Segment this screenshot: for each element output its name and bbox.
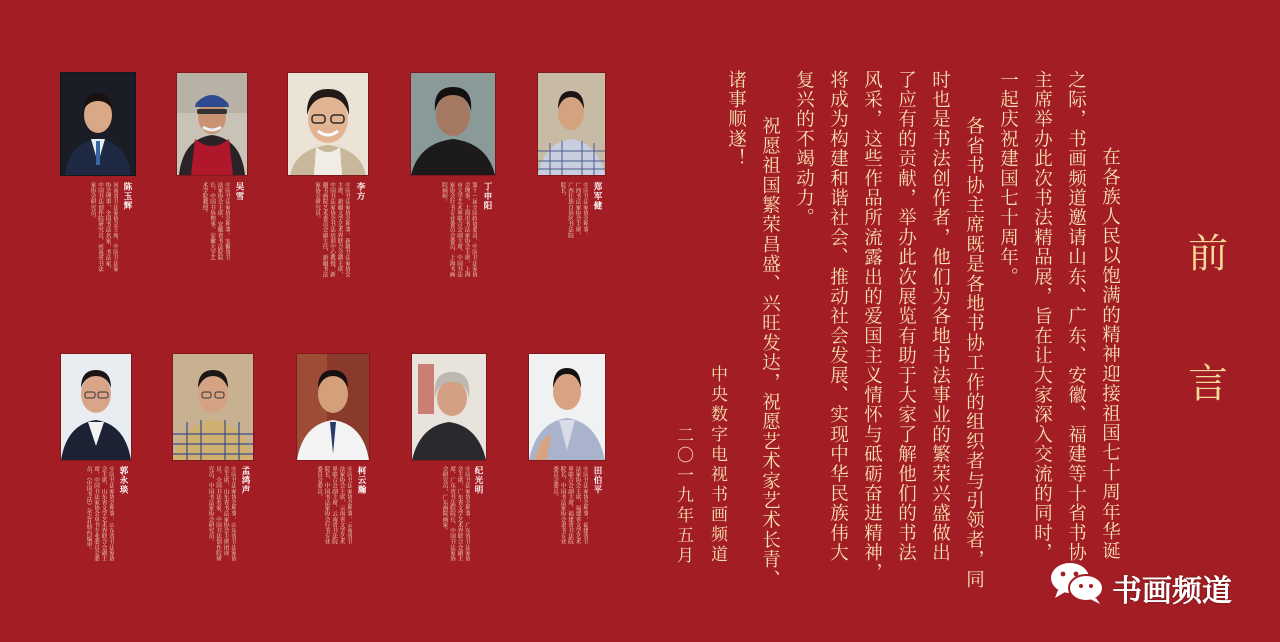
portrait-photo — [60, 72, 136, 176]
body-column: 之际，书画频道邀请山东、广东、安徽、福建等十省书协 — [1065, 70, 1087, 563]
person-name: 田伯平 — [592, 466, 602, 495]
person-name: 李方 — [355, 182, 365, 201]
person-bio: 河南省书法家协会主席，中国书法家协会理事，全国书法名家，书法家，中国书法创作院研究员，河南省书法家协会研究员。 — [89, 182, 118, 272]
portrait-photo — [411, 353, 487, 461]
person-bio: 中国书法家协会理事，新疆书法家协会主席，新疆文学艺术界联合会副主席，中国书法家协会书法培训中心教授，新疆书画院艺术委员会副主任，新疆书法家协会研究员。 — [314, 182, 350, 278]
signature-date: 二〇一九年五月 — [673, 426, 693, 566]
person-bio: 第十一届全国政协委员，中国书法家协会理事，上海市书法家协会主席，上海市文学艺术界联合会副主席，中国书法家协会行书专业委员会委员，上海书画院画师。 — [441, 182, 477, 278]
person-name: 郭永琰 — [118, 466, 128, 495]
title-char-1: 前 — [1188, 231, 1228, 277]
body-column: 在各族人民以饱满的精神迎接祖国七十周年华诞 — [1099, 108, 1121, 562]
person-name: 吴雪 — [234, 182, 244, 201]
portrait-photo — [410, 72, 496, 176]
body-column: 时也是书法创作者，他们为各地书法事业的繁荣兴盛做出 — [929, 70, 951, 563]
portrait-photo — [537, 72, 606, 176]
body-column: 风采，这些作品所流露出的爱国主义情怀与砥砺奋进精神， — [861, 70, 883, 583]
body-column: 复兴的不竭动力。 — [793, 70, 815, 228]
body-column: 了应有的贡献，举办此次展览有助于大家了解他们的书法 — [895, 70, 917, 563]
body-column: 各省书协主席既是各地书协工作的组织者与引领者，同 — [963, 77, 985, 590]
body-column: 将成为构建和谐社会、推动社会发展、实现中华民族伟大 — [827, 70, 849, 563]
body-column: 一起庆祝建国七十周年。 — [997, 70, 1019, 287]
person-name: 柯云瀚 — [356, 466, 366, 495]
portrait-photo — [296, 353, 370, 461]
wechat-icon — [1048, 560, 1106, 606]
portrait-photo — [176, 72, 248, 176]
person-bio: 中国书法家协会理事，山东省书法家协会主席，山东省文学艺术界联合会副主席，中国书法家协会草书专业委员会委员，《中国书法》杂志社特约编审。 — [85, 466, 114, 562]
person-bio: 中国书法家协会理事，广西书法家协会主席，广西壮族自治区书法院院长。 — [559, 182, 588, 238]
portrait-photo — [172, 353, 254, 461]
body-column: 主席举办此次书法精品展，旨在让大家深入交流的同时， — [1031, 70, 1053, 563]
watermark-text: 书画频道 — [1112, 574, 1232, 609]
body-column: 诸事顺遂！ — [725, 70, 747, 169]
portrait-photo — [60, 353, 132, 461]
person-bio: 中国书法家协会理事，安徽省书法家协会主席，安徽省书法院院长，中国书协理事，安徽大学艺术学院教授。 — [201, 182, 230, 261]
person-bio: 中国书法家协会理事，广东省书法家协会主席，广东省文学艺术界联合会副主席，广东省书法院院长，中国书法家协会研究员，广东画院画家。 — [441, 466, 470, 562]
person-bio: 中国书法家协会理事，山东省书法家协会主席，山东省书法家协会主席团成员，全国书法名家，中国书法创作院研究员，中国书法家协会研究员。 — [207, 466, 236, 562]
person-name: 孟鸿声 — [240, 466, 250, 495]
portrait-photo — [287, 72, 369, 176]
body-column: 祝愿祖国繁荣昌盛、兴旺发达，祝愿艺术家艺术长青、 — [759, 77, 781, 590]
person-name: 陈玉辉 — [122, 182, 132, 211]
person-name: 郑军健 — [592, 182, 602, 211]
title-char-2: 言 — [1188, 361, 1228, 407]
person-bio: 中国书法家协会理事，福建省书法家协会主席，福建省文学艺术界联合会副主席，福建省书法院院长，中国书法家协会隶书专业委员会委员。 — [552, 466, 588, 545]
portrait-photo — [528, 353, 606, 461]
person-name: 丁申阳 — [482, 182, 492, 211]
signature-org: 中央数字电视书画频道 — [707, 365, 727, 565]
person-name: 纪光明 — [473, 466, 483, 495]
person-bio: 中国书法家协会理事，云南省书法家协会主席，云南省文学艺术界联合会副主席，云南省书法院院长，中国书法家协会行书专业委员会委员。 — [316, 466, 352, 545]
